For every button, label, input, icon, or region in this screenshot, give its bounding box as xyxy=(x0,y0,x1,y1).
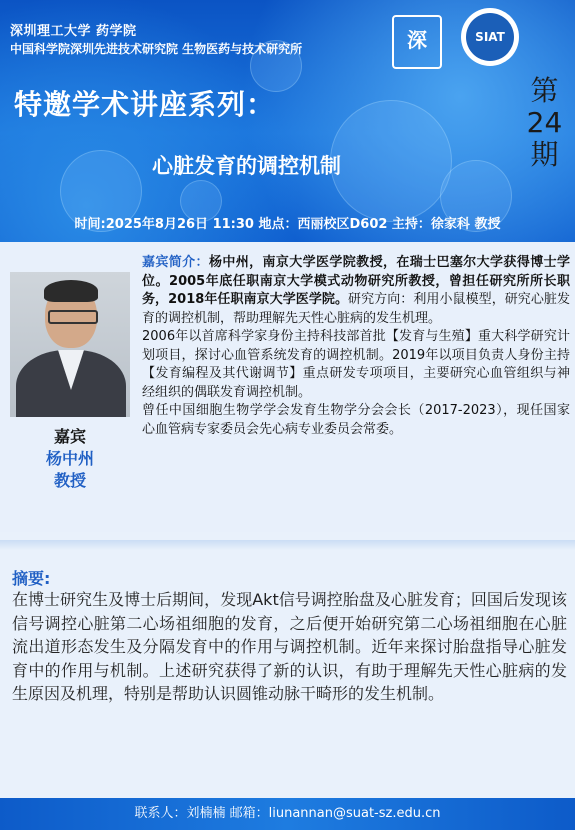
series-title: 特邀学术讲座系列： xyxy=(14,88,276,121)
bio-projects: 2006年以首席科学家身份主持科技部首批【发育与生殖】重大科学研究计划项目，探讨心血管系统发育的调控机制。2019年以项目负责人身份主持【发育编程及其代谢调节】重点研发专项项目，主要研究心血管组织与神经组织的偶联发育调控机制。 xyxy=(142,329,570,400)
issue-prefix: 第 xyxy=(530,74,559,107)
issue-value: 24 xyxy=(526,106,563,139)
section-divider xyxy=(0,540,575,550)
bio-positions: 曾任中国细胞生物学学会发育生物学分会会长（2017-2023），现任国家心血管病专家委员会先心病专业委员会常委。 xyxy=(142,403,570,437)
contact-footer: 联系人：刘楠楠 邮箱：liunannan@suat-sz.edu.cn xyxy=(0,798,575,830)
university-logo: 深 xyxy=(392,15,442,69)
speaker-name: 杨中州 xyxy=(45,449,94,468)
issue-suffix: 期 xyxy=(530,138,559,171)
speaker-title: 教授 xyxy=(53,471,86,490)
siat-logo-text: SIAT xyxy=(466,13,514,61)
abstract-text: 在博士研究生及博士后期间，发现Akt信号调控胎盘及心脏发育；回国后发现该信号调控心脏第二心场祖细胞的发育，之后便开始研究第二心场祖细胞在心脏流出道形态发生及分隔发育中的作用与调控机制。近年来探讨胎盘指导心脏发育中的作用与机制。上述研究获得了新的认识，有助于理解先天性心脏病的发生原因及机理，特别是帮助认识圆锥动脉干畸形的发生机制。 xyxy=(12,590,567,703)
speaker-photo xyxy=(10,272,130,417)
institution-line-2: 中国科学院深圳先进技术研究院 生物医药与技术研究所 xyxy=(10,42,303,56)
issue-number xyxy=(522,75,567,171)
header-banner xyxy=(0,0,575,242)
lecture-topic: 心脏发育的调控机制 xyxy=(152,154,341,178)
institution-line-1: 深圳理工大学 药学院 xyxy=(10,24,137,39)
event-info: 时间:2025年8月26日 11:30 地点：西丽校区D602 主持：徐家科 教授 xyxy=(74,217,501,232)
abstract-heading: 摘要: xyxy=(12,569,51,588)
bio-bold: 杨中州，南京大学医学院教授，在瑞士巴塞尔大学获得博士学位。2005年底任职南京大学模式动物研究所教授，曾担任研究所所长职务，2018年任职南京大学医学院。 xyxy=(142,255,570,307)
bio-research: 研究方向：利用小鼠模型，研究心脏发育的调控机制，帮助理解先天性心脏病的发生机理。 xyxy=(142,292,570,326)
speaker-bio xyxy=(142,254,570,439)
siat-logo xyxy=(461,8,519,66)
bio-lead: 嘉宾简介： xyxy=(142,255,209,270)
speaker-role: 嘉宾 xyxy=(53,427,86,446)
